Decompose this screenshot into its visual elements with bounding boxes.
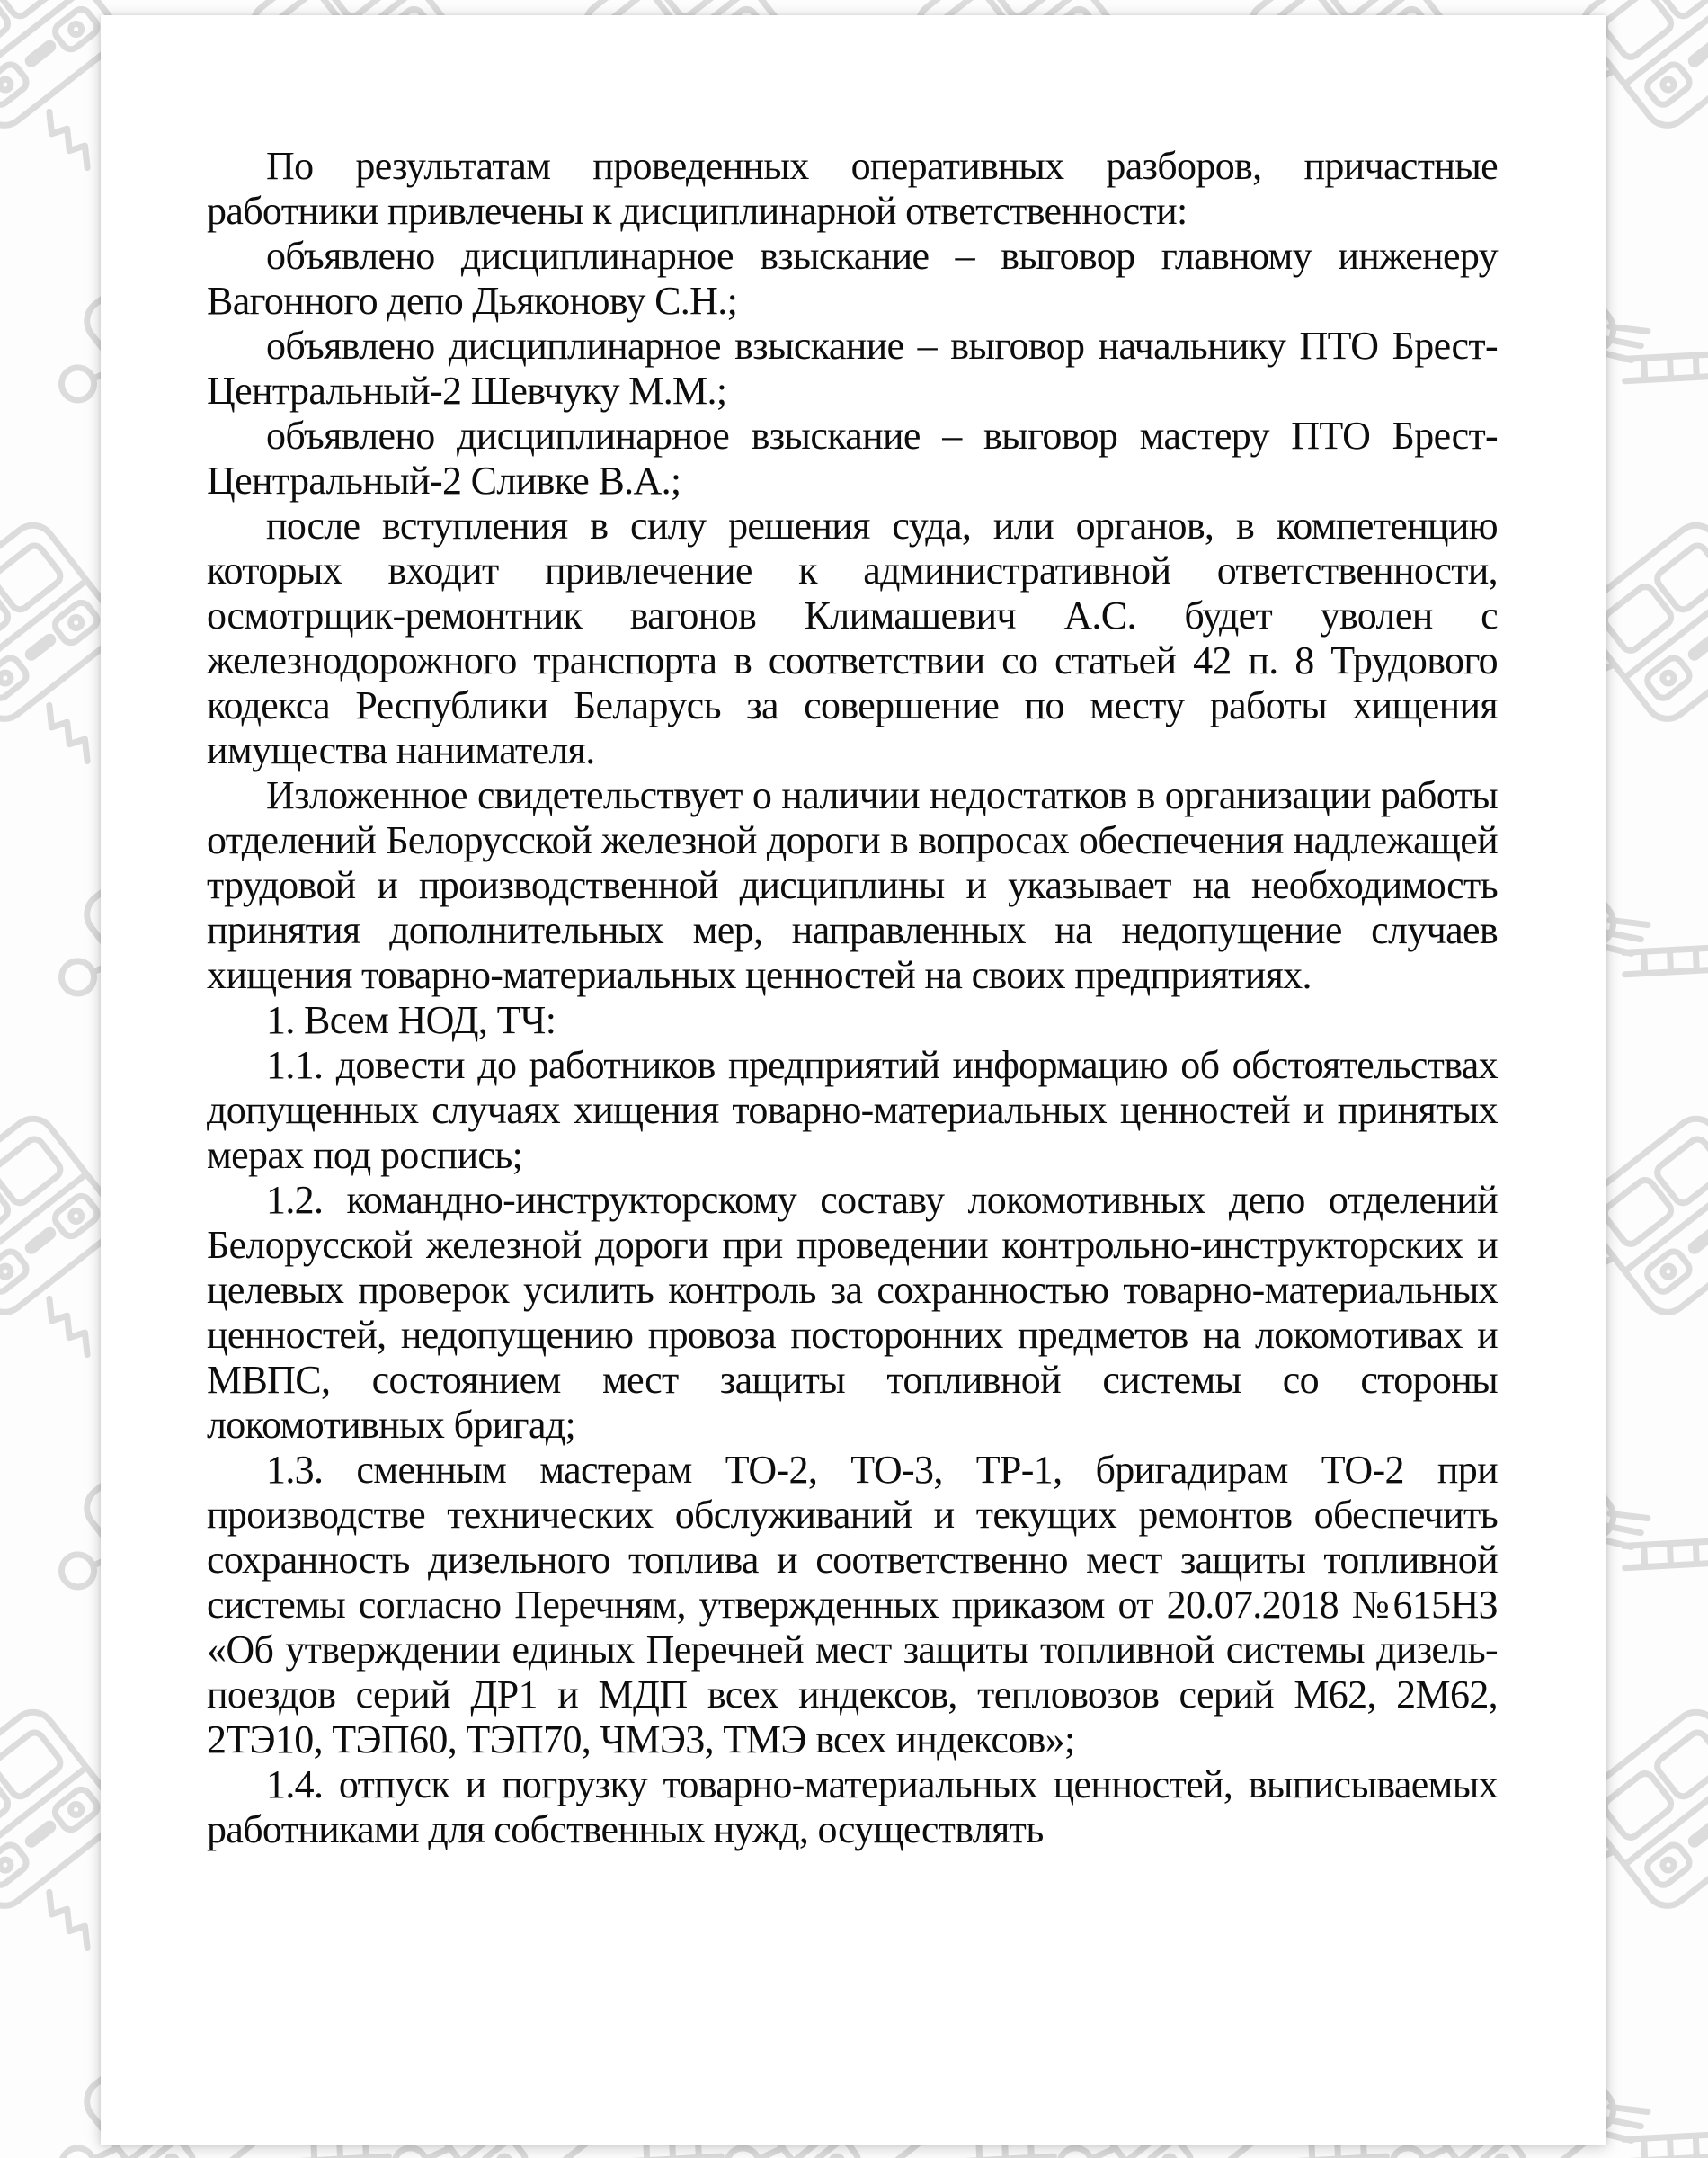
train-grille: [22, 1818, 58, 1850]
train-horn-circle: [55, 1548, 101, 1594]
document-page: [101, 15, 1606, 2145]
train-light-left: [1644, 1841, 1693, 1888]
paragraph: 1.1. довести до работников предприятий информацию об обстоятельствах допущенных случаях хищения товарно-материальных ценностей и принятых мерах под роспись;: [207, 1043, 1498, 1177]
train-light-right: [51, 1192, 100, 1239]
train-horn-circle: [55, 955, 101, 1001]
paragraph: после вступления в силу решения суда, или органов, в компетенцию которых входит привлечение к административной ответственности, осмотрщик-ремонтник вагонов Климашевич А.С. будет уволен с железнодорожного транспорта в соответствии со статьей 42 п. 8 Трудового кодекса Республики Беларусь за совершение по месту работы хищения имущества нанимателя.: [207, 504, 1498, 772]
streamer-zigzag: [40, 107, 97, 172]
paragraph: 1.3. сменным мастерам ТО-2, ТО-3, ТР-1, бригадирам ТО-2 при производстве технических обслуживаний и текущих ремонтов обеспечить сохранность дизельного топлива и соответственно мест защиты топливной системы согласно Перечням, утвержденных приказом от 20.07.2018 №615НЗ «Об утверждении единых Перечней мест защиты топливной системы дизель-поездов серий ДР1 и МДП всех индексов, тепловозов серий М62, 2М62, 2ТЭ10, ТЭП60, ТЭП70, ЧМЭ3, ТМЭ всех индексов»;: [207, 1448, 1498, 1761]
streamer-zigzag: [40, 700, 97, 765]
document-body: [207, 144, 1498, 1852]
train-light-left: [1644, 655, 1693, 701]
train-light-right: [51, 5, 100, 52]
streamer-zigzag: [40, 1887, 97, 1952]
paragraph: объявлено дисциплинарное взыскание – выговор главному инженеру Вагонного депо Дьяконову С.Н.;: [207, 234, 1498, 323]
paragraph: Изложенное свидетельствует о наличии недостатков в организации работы отделений Белорусской железной дороги в вопросах обеспечения надлежащей трудовой и производственной дисциплины и указывает на необходимость принятия дополнительных мер, направленных на недопущение случаев хищения товарно-материальных ценностей на своих предприятиях.: [207, 773, 1498, 997]
paragraph: 1. Всем НОД, ТЧ:: [266, 998, 556, 1042]
train-light-left: [0, 1248, 30, 1295]
train-horn-circle: [55, 361, 101, 407]
paragraph: По результатам проведенных оперативных разборов, причастные работники привлечены к дисциплинарной ответственности:: [207, 144, 1498, 233]
train-light-left: [0, 61, 30, 108]
train-grille: [1686, 1225, 1708, 1257]
paragraph: объявлено дисциплинарное взыскание – выговор мастеру ПТО Брест-Центральный-2 Сливке В.А.;: [207, 414, 1498, 503]
streamer-zigzag: [1704, 1294, 1708, 1359]
train-light-left: [1644, 1248, 1693, 1295]
streamer-zigzag: [40, 1294, 97, 1359]
train-light-left: [0, 1841, 30, 1888]
train-grille: [1686, 1818, 1708, 1850]
train-grille: [22, 1225, 58, 1257]
paragraph: объявлено дисциплинарное взыскание – выговор начальнику ПТО Брест-Центральный-2 Шевчуку М.М.;: [207, 324, 1498, 413]
streamer-zigzag: [1704, 1887, 1708, 1952]
train-light-right: [51, 1786, 100, 1833]
streamer-zigzag: [1704, 700, 1708, 765]
paragraph: 1.2. командно-инструкторскому составу локомотивных депо отделений Белорусской железной дороги при проведении контрольно-инструкторских и целевых проверок усилить контроль за сохранностью товарно-материальных ценностей, недопущению провоза посторонних предметов на локомотивах и МВПС, состоянием мест защиты топливной системы со стороны локомотивных бригад;: [207, 1178, 1498, 1447]
train-grille: [22, 631, 58, 664]
train-grille: [22, 38, 58, 70]
train-light-left: [0, 655, 30, 701]
streamer-zigzag: [1704, 107, 1708, 172]
train-grille: [1686, 631, 1708, 664]
paragraph: 1.4. отпуск и погрузку товарно-материальных ценностей, выписываемых работниками для собственных нужд, осуществлять: [207, 1762, 1498, 1851]
train-light-left: [1644, 61, 1693, 108]
train-light-right: [51, 599, 100, 646]
train-grille: [1686, 38, 1708, 70]
